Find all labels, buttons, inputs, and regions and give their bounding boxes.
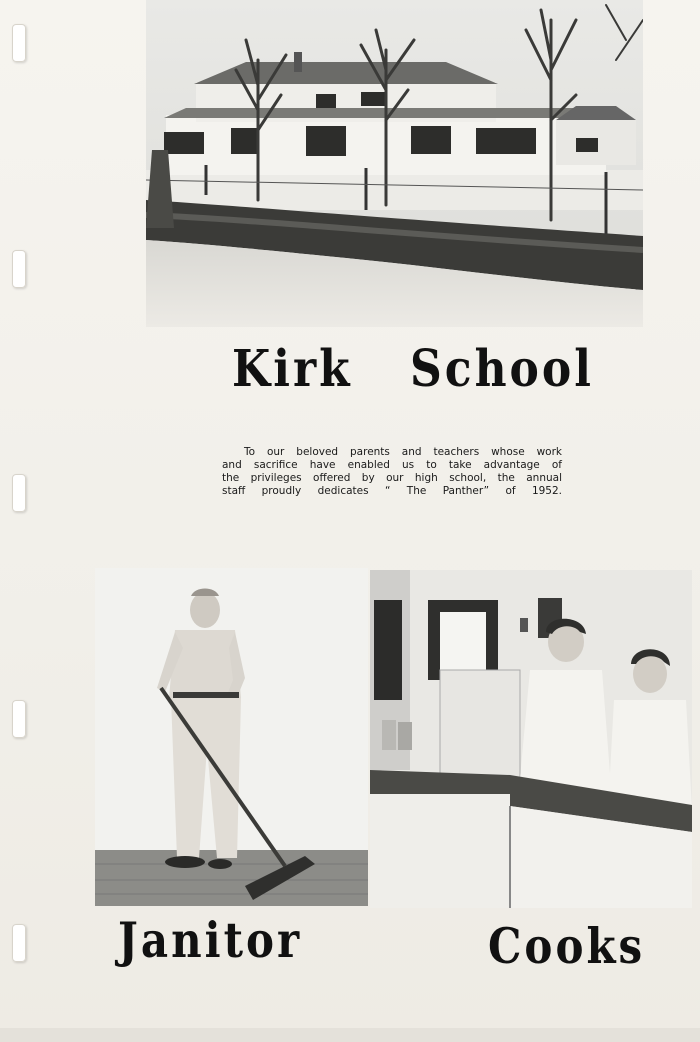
binder-hole bbox=[12, 474, 26, 512]
binder-hole bbox=[12, 250, 26, 288]
school-title-word-1: Kirk bbox=[232, 340, 353, 399]
page-bottom-edge bbox=[0, 1028, 700, 1042]
school-building-photo bbox=[146, 0, 643, 327]
janitor-caption: Janitor bbox=[118, 912, 303, 969]
janitor-photo bbox=[95, 568, 368, 906]
binder-hole bbox=[12, 24, 26, 62]
cooks-photo bbox=[370, 570, 692, 908]
cooks-caption: Cooks bbox=[488, 918, 646, 975]
dedication-line: the privileges offered by our high school, the annual bbox=[222, 472, 562, 484]
dedication-line: To our beloved parents and teachers whose work bbox=[244, 446, 562, 458]
binder-hole bbox=[12, 924, 26, 962]
dedication-line: and sacrifice have enabled us to take advantage of bbox=[222, 459, 562, 471]
dedication-paragraph bbox=[222, 446, 562, 498]
binder-hole bbox=[12, 700, 26, 738]
school-title-word-2: School bbox=[410, 340, 594, 399]
dedication-line: staff proudly dedicates “ The Panther” of 1952. bbox=[222, 485, 562, 497]
